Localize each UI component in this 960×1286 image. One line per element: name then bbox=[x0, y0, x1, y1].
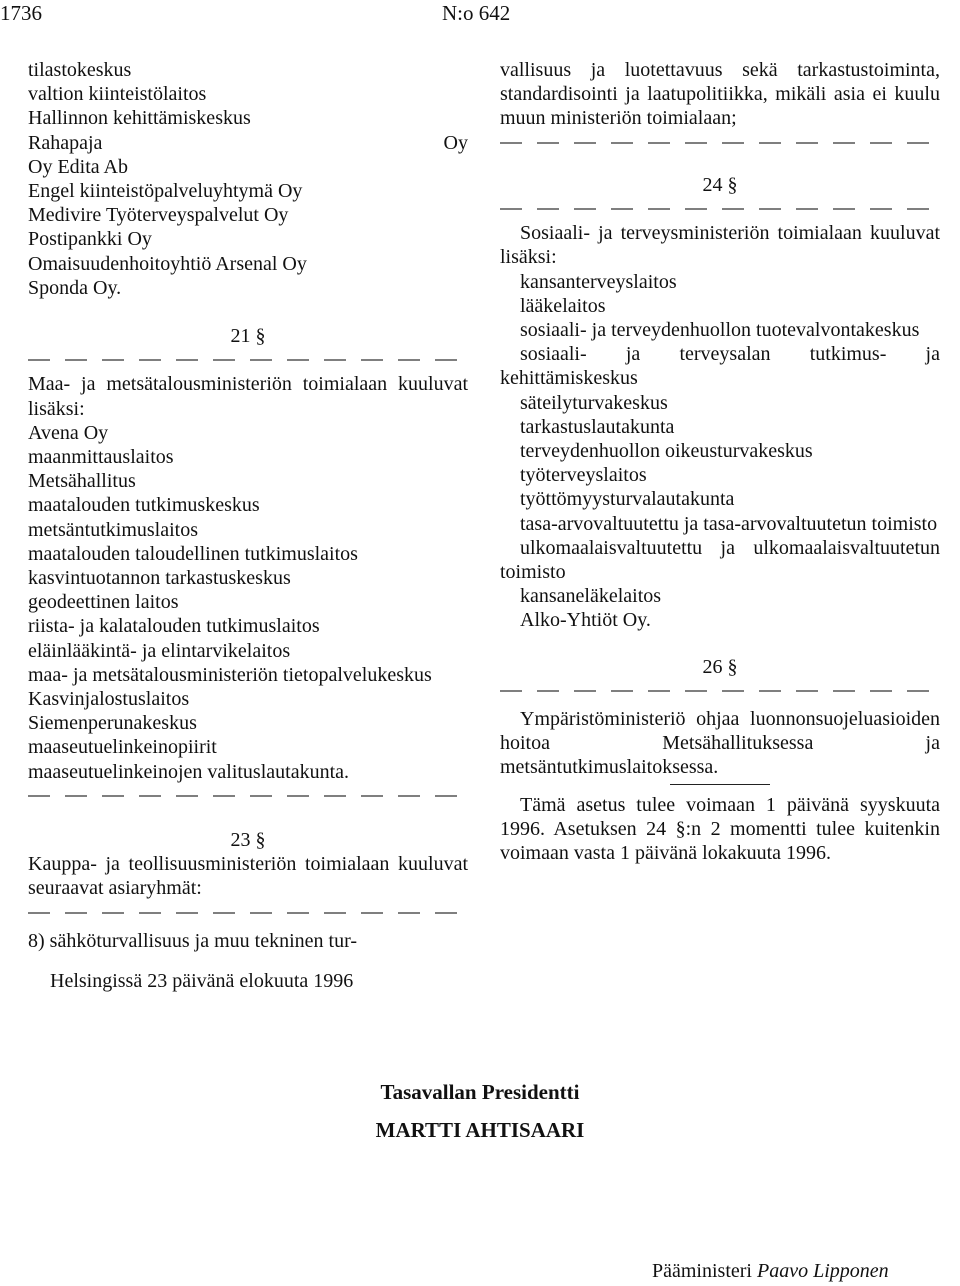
list-item: metsäntutkimuslaitos bbox=[28, 518, 198, 541]
list-item-rahapaja bbox=[28, 131, 468, 155]
list-item: eläinlääkintä- ja elintarvikelaitos bbox=[28, 639, 291, 662]
section-26-text: Ympäristöministeriö ohjaa luonnonsuojeluasioiden hoitoa Metsähallituksessa ja metsäntutkimuslaitoksessa. bbox=[500, 708, 940, 779]
list-item: Avena Oy bbox=[28, 421, 109, 444]
list-item: tasa-arvovaltuutettu ja tasa-arvovaltuutetun toimisto bbox=[520, 512, 938, 535]
list-item: Hallinnon kehittämiskeskus bbox=[28, 107, 251, 130]
list-item: säteilyturvakeskus bbox=[520, 391, 668, 414]
rahapaja-suffix: Oy bbox=[443, 131, 468, 154]
list-item: Metsähallitus bbox=[28, 470, 136, 493]
left-column bbox=[28, 58, 468, 953]
page-number: 1736 bbox=[0, 1, 42, 25]
list-item: maaseutuelinkeinojen valituslautakunta. bbox=[28, 760, 350, 783]
list-item: maaseutuelinkeinopiirit bbox=[28, 736, 217, 759]
list-item: Kasvinjalostuslaitos bbox=[28, 688, 190, 711]
list-item: työttömyysturvalautakunta bbox=[520, 488, 735, 511]
list-item: Medivire Työterveyspalvelut Oy bbox=[28, 204, 289, 227]
section-23-intro: Kauppa- ja teollisuusministeriön toimialaan kuuluvat seuraavat asiaryhmät: bbox=[28, 853, 468, 900]
list-item: terveydenhuollon oikeusturvakeskus bbox=[520, 440, 813, 463]
divider bbox=[670, 784, 770, 785]
section-24-heading: 24 § bbox=[702, 173, 738, 196]
list-item: maatalouden taloudellinen tutkimuslaitos bbox=[28, 542, 358, 565]
section-23-heading: 23 § bbox=[230, 829, 266, 852]
section-24-intro: Sosiaali- ja terveysministeriön toimialaan kuuluvat lisäksi: bbox=[500, 222, 940, 269]
list-item: lääkelaitos bbox=[520, 294, 606, 317]
president-name: MARTTI AHTISAARI bbox=[375, 1118, 585, 1142]
dash-separator bbox=[500, 131, 940, 155]
dash-separator bbox=[500, 679, 940, 703]
list-item: Engel kiinteistöpalveluyhtymä Oy bbox=[28, 180, 303, 203]
list-item: maa- ja metsätalousministeriön tietopalvelukeskus bbox=[28, 663, 432, 686]
section-21-heading: 21 § bbox=[230, 325, 266, 348]
dash-separator bbox=[28, 784, 468, 808]
list-item: maanmittauslaitos bbox=[28, 446, 174, 469]
list-item: Omaisuudenhoitoyhtiö Arsenal Oy bbox=[28, 252, 307, 275]
rahapaja-text: Rahapaja bbox=[28, 131, 103, 154]
list-item: tilastokeskus bbox=[28, 59, 132, 81]
list-item: Oy Edita Ab bbox=[28, 155, 128, 178]
list-item: kasvintuotannon tarkastuskeskus bbox=[28, 567, 291, 590]
list-item: tarkastuslautakunta bbox=[520, 415, 675, 438]
list-item: Postipankki Oy bbox=[28, 228, 152, 251]
section-26-heading: 26 § bbox=[702, 655, 738, 678]
dash-separator bbox=[500, 197, 940, 221]
list-item: työterveyslaitos bbox=[520, 464, 647, 487]
list-item: maatalouden tutkimuskeskus bbox=[28, 494, 260, 517]
prime-minister-signature bbox=[652, 1260, 889, 1283]
list-item: sosiaali- ja terveysalan tutkimus- ja kehittämiskeskus bbox=[500, 343, 940, 390]
pm-title: Pääministeri bbox=[652, 1260, 752, 1282]
section-21-intro: Maa- ja metsätalousministeriön toimialaan kuuluvat lisäksi: bbox=[28, 373, 468, 420]
list-item: geodeettinen laitos bbox=[28, 591, 179, 614]
list-item: valtion kiinteistölaitos bbox=[28, 83, 207, 106]
president-title: Tasavallan Presidentti bbox=[380, 1080, 580, 1104]
list-item: Siemenperunakeskus bbox=[28, 712, 197, 735]
section-23-item-8: 8) sähköturvallisuus ja muu tekninen tur- bbox=[28, 929, 357, 952]
place-date: Helsingissä 23 päivänä elokuuta 1996 bbox=[50, 970, 354, 992]
closing-paragraph: Tämä asetus tulee voimaan 1 päivänä syyskuuta 1996. Asetuksen 24 §:n 2 momentti tulee kuitenkin voimaan vasta 1 päivänä lokakuuta 1996. bbox=[500, 793, 940, 865]
pm-name: Paavo Lipponen bbox=[756, 1260, 889, 1282]
list-item: sosiaali- ja terveydenhuollon tuotevalvontakeskus bbox=[520, 319, 920, 341]
list-item: Sponda Oy. bbox=[28, 276, 122, 299]
dash-separator bbox=[28, 348, 468, 372]
list-item: Alko-Yhtiöt Oy. bbox=[520, 609, 651, 632]
issue-number: N:o 642 bbox=[442, 1, 511, 25]
section-24-list bbox=[500, 270, 940, 633]
list-item: riista- ja kalatalouden tutkimuslaitos bbox=[28, 615, 320, 638]
list-item: kansanterveyslaitos bbox=[520, 270, 677, 293]
dash-separator bbox=[28, 901, 468, 925]
list-item: kansaneläkelaitos bbox=[520, 585, 662, 608]
list-item: ulkomaalaisvaltuutettu ja ulkomaalaisvaltuutetun toimisto bbox=[500, 536, 940, 584]
section-23-continuation: vallisuus ja luotettavuus sekä tarkastustoiminta, standardisointi ja laatupolitiikka, mikäli asia ei kuulu muun ministeriön toimialaan; bbox=[500, 59, 940, 130]
right-column bbox=[500, 58, 940, 865]
